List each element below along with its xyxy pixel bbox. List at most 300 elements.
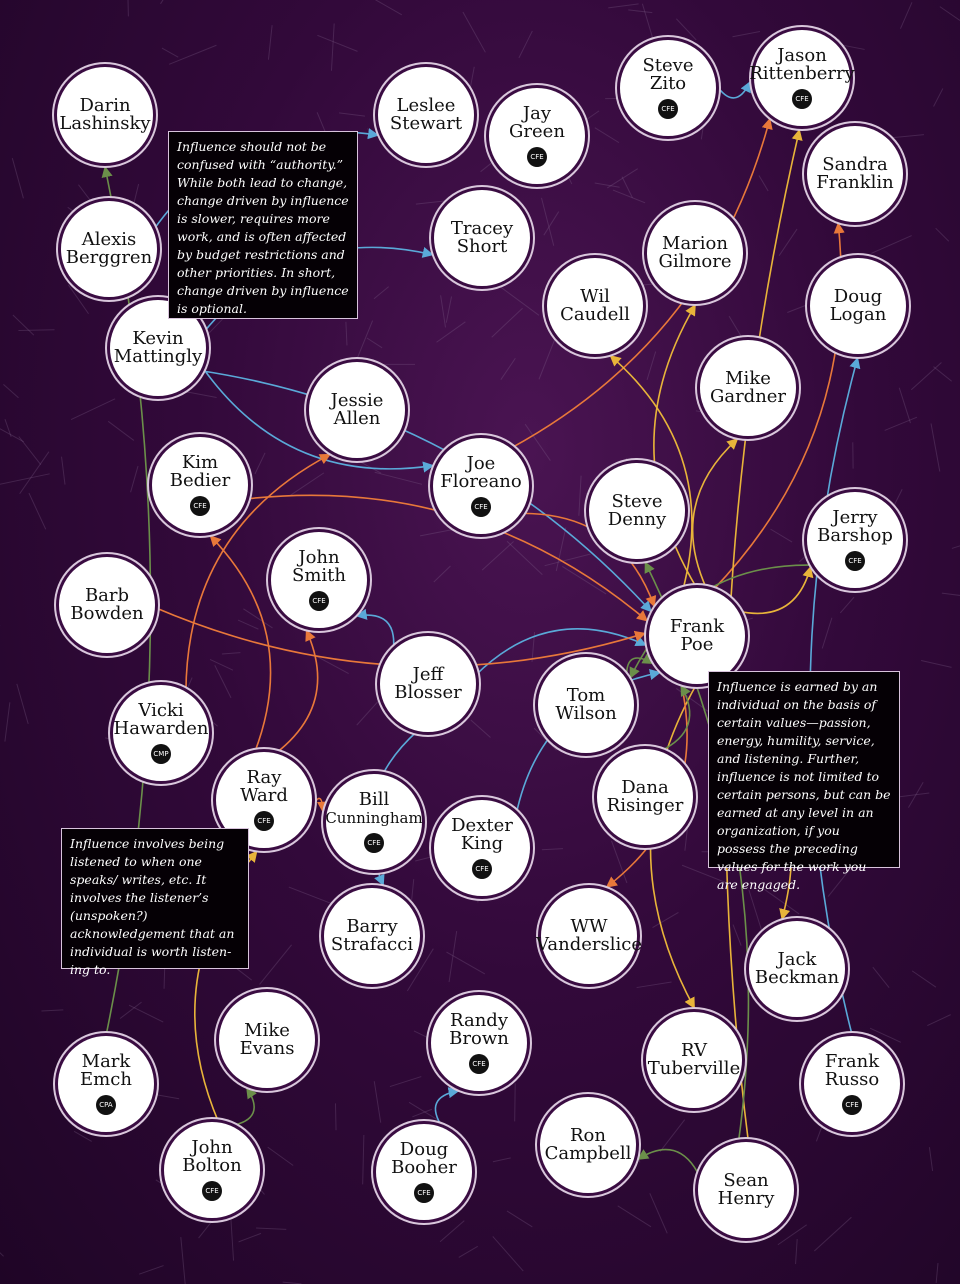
texture-stroke — [778, 1225, 807, 1245]
texture-stroke — [463, 12, 486, 52]
node-name-line1: Jeff — [412, 664, 444, 685]
texture-stroke — [459, 1246, 478, 1257]
node-name-line1: Jerry — [832, 507, 878, 528]
texture-stroke — [239, 1233, 261, 1242]
node-name-line2: Hawarden — [113, 718, 209, 739]
texture-stroke — [873, 967, 889, 988]
node-name — [670, 618, 724, 654]
texture-stroke — [779, 229, 797, 256]
node-name-line2: Russo — [824, 1069, 880, 1090]
node-jeff — [380, 636, 476, 732]
texture-stroke — [676, 19, 696, 40]
node-jerry — [807, 492, 903, 588]
node-name-line1: RV — [681, 1040, 707, 1061]
node-name-line1: Bill — [358, 789, 390, 810]
texture-stroke — [507, 541, 542, 574]
texture-stroke — [471, 720, 491, 737]
node-mike-g — [700, 340, 796, 436]
node-tracey — [434, 190, 530, 286]
node-name-line2: Green — [509, 121, 565, 142]
node-frank-r — [804, 1036, 900, 1132]
node-name-line1: Wil — [580, 286, 610, 307]
texture-stroke — [260, 945, 292, 985]
node-kim — [152, 437, 248, 533]
node-name — [710, 370, 786, 406]
node-name-line2: Wilson — [555, 703, 617, 724]
texture-stroke — [579, 476, 581, 516]
texture-stroke — [449, 931, 457, 982]
node-name-line2: Zito — [649, 73, 687, 94]
texture-stroke — [0, 474, 50, 485]
note-influence-vs-authority — [168, 131, 358, 319]
credential-badge: CMP — [151, 744, 171, 764]
node-name — [70, 587, 143, 623]
credential-badge: CFE — [364, 833, 384, 853]
credential-badge: CFE — [414, 1183, 434, 1203]
node-name — [658, 235, 731, 271]
texture-stroke — [771, 529, 793, 542]
node-name-line1: Dana — [621, 777, 669, 798]
texture-stroke — [437, 322, 466, 342]
texture-stroke — [127, 0, 128, 16]
texture-stroke — [441, 295, 446, 327]
node-darin — [57, 67, 153, 163]
texture-stroke — [952, 537, 960, 548]
node-name-line2: Bowden — [70, 603, 144, 624]
edge-john_b-to-mike_e — [231, 1088, 254, 1126]
texture-stroke — [19, 437, 41, 465]
node-name-line2: Vanderslice — [536, 934, 642, 955]
node-vicki — [113, 685, 209, 781]
node-name-line1: Mike — [244, 1020, 290, 1041]
texture-stroke — [507, 1211, 532, 1227]
texture-stroke — [131, 466, 138, 492]
node-steve-d — [589, 463, 685, 559]
texture-stroke — [210, 659, 233, 670]
node-dana — [597, 749, 693, 845]
texture-stroke — [637, 982, 672, 988]
texture-stroke — [936, 1263, 938, 1283]
node-name — [449, 1012, 509, 1048]
node-name-line1: Steve — [611, 491, 663, 512]
texture-stroke — [787, 304, 809, 312]
node-name — [325, 791, 422, 827]
texture-stroke — [501, 358, 516, 379]
node-name — [825, 1053, 879, 1089]
note-influence-listened — [61, 828, 249, 977]
node-name — [440, 455, 522, 491]
credential-badge: CFE — [190, 496, 210, 516]
texture-stroke — [434, 566, 451, 582]
credential-badge: CFE — [842, 1095, 862, 1115]
node-barry — [324, 888, 420, 984]
credential-badge: CFE — [845, 551, 865, 571]
node-joe — [433, 438, 529, 534]
texture-stroke — [759, 175, 768, 190]
texture-stroke — [162, 48, 178, 57]
texture-stroke — [921, 661, 951, 668]
node-name — [755, 951, 839, 987]
texture-stroke — [933, 367, 951, 382]
node-name — [536, 918, 642, 954]
node-name-line1: Kim — [181, 452, 219, 473]
edge-dana-to-frank_p — [660, 685, 690, 751]
node-name — [718, 1172, 775, 1208]
node-name — [451, 220, 513, 256]
texture-stroke — [870, 1028, 901, 1042]
texture-stroke — [17, 684, 28, 724]
node-name-line2: Gilmore — [658, 251, 732, 272]
texture-stroke — [940, 7, 960, 29]
node-name-line1: Darin — [79, 95, 131, 116]
texture-stroke — [912, 971, 936, 987]
node-name — [509, 105, 565, 141]
credential-badge: CPA — [96, 1095, 116, 1115]
node-name — [331, 918, 413, 954]
node-name — [240, 1022, 295, 1058]
texture-stroke — [871, 236, 911, 254]
node-name-line1: Steve — [642, 55, 694, 76]
texture-stroke — [653, 912, 679, 927]
credential-badge: CFE — [469, 1054, 489, 1074]
node-name-line2: Short — [456, 236, 508, 257]
texture-stroke — [62, 457, 65, 485]
texture-stroke — [814, 1217, 851, 1251]
texture-stroke — [525, 424, 550, 460]
texture-stroke — [374, 287, 389, 299]
texture-stroke — [13, 315, 34, 335]
node-name — [394, 666, 462, 702]
texture-stroke — [581, 111, 599, 123]
node-name — [830, 288, 887, 324]
node-name-line2: Franklin — [816, 172, 894, 193]
texture-stroke — [733, 32, 760, 37]
credential-badge: CFE — [471, 497, 491, 517]
node-name — [114, 702, 209, 738]
node-frank-p — [649, 588, 745, 684]
texture-stroke — [222, 653, 240, 654]
credential-badge: CFE — [309, 591, 329, 611]
texture-stroke — [160, 0, 188, 4]
node-jay — [489, 88, 585, 184]
edge-kevin-to-frank_p — [200, 371, 651, 612]
texture-stroke — [556, 527, 566, 571]
node-name-line1: Marion — [662, 233, 728, 254]
texture-stroke — [519, 31, 532, 58]
texture-stroke — [374, 1081, 380, 1122]
texture-stroke — [268, 1147, 294, 1165]
texture-stroke — [931, 423, 940, 471]
node-ww — [536, 888, 642, 984]
texture-stroke — [482, 541, 513, 570]
node-name — [545, 1127, 632, 1163]
node-name — [607, 779, 684, 815]
node-name-line2: Campbell — [544, 1143, 632, 1164]
credential-badge: CFE — [792, 89, 812, 109]
node-name — [331, 392, 384, 428]
texture-stroke — [929, 1147, 932, 1171]
edge-frank_p-to-mike_g — [693, 439, 738, 589]
note-text: Influence involves being listened to when one speaks/ writes, etc. It involves the listener’s (unspoken?) acknowledgement that an individual is worth listen- ing to. — [70, 836, 235, 977]
node-alexis — [61, 201, 157, 297]
node-name-line1: Jessie — [330, 390, 384, 411]
node-name-line2: Henry — [717, 1188, 775, 1209]
node-name-line1: Frank — [669, 616, 725, 637]
node-name — [80, 1053, 132, 1089]
node-name-line1: Mike — [725, 368, 771, 389]
node-name — [816, 156, 893, 192]
node-john-s — [271, 532, 367, 628]
node-mike-e — [219, 992, 315, 1088]
node-name-line2: Brown — [449, 1028, 509, 1049]
node-name-line1: Joe — [466, 453, 496, 474]
node-marion — [647, 205, 743, 301]
texture-stroke — [608, 4, 638, 8]
node-name-line1: John — [298, 547, 340, 568]
credential-badge: CFE — [658, 99, 678, 119]
node-name-line2: Logan — [829, 304, 887, 325]
credential-badge: CFE — [472, 859, 492, 879]
texture-stroke — [5, 702, 10, 741]
node-name-line2: Beckman — [754, 967, 840, 988]
texture-stroke — [515, 1083, 516, 1121]
node-name-line2: Bolton — [182, 1155, 242, 1176]
texture-stroke — [885, 417, 917, 430]
node-name-line1: Barb — [84, 585, 130, 606]
credential-badge: CFE — [254, 811, 274, 831]
node-name — [390, 97, 462, 133]
node-name-line2: Strafacci — [330, 934, 414, 955]
edge-jeff-to-john_s — [357, 615, 394, 651]
node-name-line1: Sean — [723, 1170, 769, 1191]
node-jason — [749, 30, 855, 126]
texture-stroke — [927, 1015, 950, 1026]
node-name — [114, 330, 202, 366]
node-name-line1: Sandra — [822, 154, 888, 175]
texture-stroke — [331, 23, 334, 70]
node-name-line2: Risinger — [606, 795, 684, 816]
node-wil — [547, 258, 643, 354]
node-name-line1: Randy — [450, 1010, 508, 1031]
texture-stroke — [595, 183, 620, 187]
node-name-line1: Tracey — [450, 218, 514, 239]
texture-stroke — [440, 1221, 464, 1242]
texture-stroke — [5, 419, 11, 437]
node-name-line2: King — [460, 833, 504, 854]
node-name-line1: Dexter — [451, 815, 513, 836]
node-jessie — [309, 362, 405, 458]
texture-stroke — [139, 1266, 163, 1275]
texture-stroke — [840, 597, 854, 613]
texture-stroke — [363, 1135, 364, 1184]
texture-stroke — [3, 384, 18, 397]
texture-stroke — [335, 1103, 336, 1130]
texture-stroke — [542, 849, 563, 850]
texture-stroke — [375, 472, 422, 484]
texture-stroke — [642, 4, 653, 41]
texture-stroke — [493, 1236, 524, 1271]
texture-stroke — [416, 201, 444, 204]
texture-stroke — [71, 399, 115, 420]
texture-stroke — [911, 363, 941, 390]
node-sandra — [807, 126, 903, 222]
node-name-line2: Ward — [240, 785, 288, 806]
node-name-line1: Jason — [777, 45, 827, 66]
texture-stroke — [647, 352, 656, 380]
node-leslee — [378, 67, 474, 163]
node-name — [170, 454, 230, 490]
node-name-line2: Booher — [391, 1157, 457, 1178]
texture-stroke — [390, 1077, 421, 1087]
node-name-line2: Rittenberry — [749, 63, 855, 84]
node-name-line1: John — [191, 1137, 233, 1158]
node-name — [642, 57, 693, 93]
texture-stroke — [18, 330, 54, 331]
texture-stroke — [74, 1131, 92, 1141]
edge-frank_p-to-rv — [651, 684, 697, 1008]
node-sean — [698, 1142, 794, 1238]
node-name-line2: Gardner — [709, 386, 787, 407]
texture-stroke — [733, 925, 741, 946]
texture-stroke — [231, 1218, 234, 1260]
node-name-line2: Poe — [680, 634, 714, 655]
texture-stroke — [367, 338, 382, 348]
node-name-line2: Mattingly — [113, 346, 203, 367]
node-doug-b — [376, 1124, 472, 1220]
node-name — [648, 1042, 740, 1078]
node-name-line2: Tuberville — [647, 1058, 741, 1079]
credential-badge: CFE — [527, 147, 547, 167]
node-name-line1: Jack — [777, 949, 817, 970]
texture-stroke — [899, 388, 910, 423]
node-stevez — [620, 40, 716, 136]
node-name-line2: Evans — [239, 1038, 295, 1059]
node-name-line1: Barry — [346, 916, 398, 937]
texture-stroke — [289, 887, 332, 904]
edge-frank_p-to-jerry — [738, 567, 811, 613]
node-name-line2: Berggren — [65, 247, 153, 268]
texture-stroke — [900, 2, 912, 28]
note-text: Influence should not be confused with “authority.” While both lead to change, change driven by influence is slower, requires more work, and is often affected by budget restrictions and other priorities. In short, change driven by influence is optional. — [177, 139, 349, 316]
texture-stroke — [595, 128, 619, 143]
texture-stroke — [934, 88, 943, 106]
texture-stroke — [20, 452, 49, 494]
edge-sean-to-ron — [638, 1150, 700, 1177]
note-influence-earned — [708, 671, 900, 892]
node-name-line2: Emch — [80, 1069, 132, 1090]
node-name-line1: Tom — [566, 685, 606, 706]
node-name-line2: Denny — [607, 509, 667, 530]
texture-stroke — [41, 1010, 63, 1011]
node-name-line2: Bedier — [169, 470, 231, 491]
texture-stroke — [256, 1228, 286, 1229]
texture-stroke — [179, 390, 217, 397]
node-name — [555, 687, 616, 723]
node-name — [608, 493, 666, 529]
texture-stroke — [346, 322, 347, 346]
credential-badge: CFE — [202, 1181, 222, 1201]
edge-doug_b-to-randy — [435, 1091, 458, 1128]
node-name-line1: Doug — [833, 286, 883, 307]
node-name — [817, 509, 893, 545]
node-name — [59, 97, 150, 133]
texture-stroke — [493, 1158, 511, 1162]
node-name-line1: Vicki — [138, 700, 184, 721]
node-name-line2: Cunningham — [325, 809, 423, 827]
texture-stroke — [255, 453, 265, 474]
node-name — [66, 231, 152, 267]
node-tom — [538, 657, 634, 753]
node-name — [240, 769, 288, 805]
node-name-line2: Stewart — [389, 113, 463, 134]
texture-stroke — [317, 35, 357, 51]
node-randy — [431, 995, 527, 1091]
texture-stroke — [237, 969, 252, 980]
texture-stroke — [412, 879, 414, 900]
node-name — [451, 817, 513, 853]
texture-stroke — [562, 566, 606, 594]
texture-stroke — [12, 158, 23, 198]
texture-stroke — [660, 1120, 685, 1152]
texture-stroke — [492, 308, 523, 337]
node-ron — [540, 1097, 636, 1193]
texture-stroke — [339, 113, 365, 116]
texture-stroke — [942, 593, 960, 599]
node-name-line1: Alexis — [81, 229, 137, 250]
node-jack — [749, 921, 845, 1017]
texture-stroke — [268, 25, 272, 60]
node-bill — [326, 774, 422, 870]
node-dexter — [434, 800, 530, 896]
node-name-line2: Smith — [292, 565, 346, 586]
node-rv — [646, 1012, 742, 1108]
texture-stroke — [409, 1102, 438, 1120]
texture-stroke — [822, 618, 832, 649]
texture-stroke — [0, 1238, 4, 1256]
texture-stroke — [446, 297, 451, 323]
node-doug-logan — [810, 258, 906, 354]
node-name-line2: Floreano — [440, 471, 522, 492]
texture-stroke — [243, 609, 272, 628]
texture-stroke — [607, 169, 637, 188]
node-name-line1: Jay — [522, 103, 552, 124]
texture-stroke — [936, 228, 949, 241]
texture-stroke — [362, 0, 402, 15]
texture-stroke — [181, 1237, 186, 1284]
texture-stroke — [618, 1206, 651, 1227]
texture-stroke — [238, 620, 258, 629]
texture-stroke — [169, 45, 216, 64]
edge-ray-to-bill — [311, 798, 323, 811]
node-john-b — [164, 1122, 260, 1218]
node-name — [182, 1139, 241, 1175]
node-name-line1: Kevin — [132, 328, 184, 349]
node-mark — [58, 1036, 154, 1132]
node-name-line1: Doug — [399, 1139, 449, 1160]
texture-stroke — [539, 339, 555, 379]
node-name-line1: Ray — [246, 767, 282, 788]
node-name-line1: Ron — [570, 1125, 606, 1146]
texture-stroke — [108, 421, 134, 440]
texture-stroke — [29, 493, 46, 529]
node-name-line2: Blosser — [394, 682, 462, 703]
texture-stroke — [749, 890, 762, 931]
texture-stroke — [129, 1005, 163, 1022]
texture-stroke — [628, 10, 652, 13]
node-name — [560, 288, 630, 324]
node-name-line1: Mark — [81, 1051, 131, 1072]
texture-stroke — [685, 821, 688, 851]
